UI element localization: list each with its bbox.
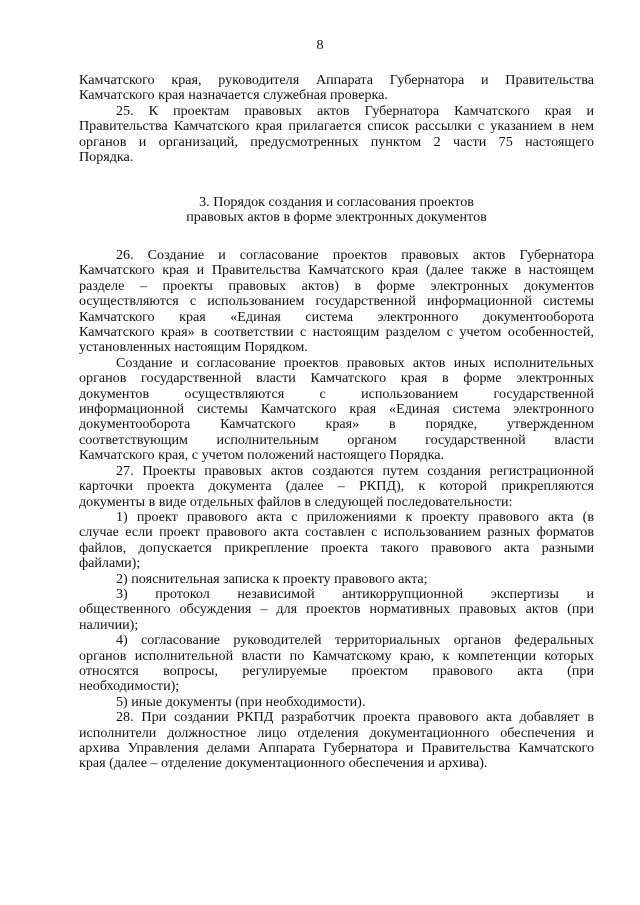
line: общественного обсуждения – для проектов нормативных правовых актов (при: [79, 601, 594, 618]
line: 3) протокол независимой антикоррупционной экспертизы и: [116, 585, 594, 602]
paragraph-continuation: [79, 73, 594, 104]
line: карточки проекта документа (далее – РКПД), к которой прикрепляются: [79, 478, 594, 495]
paragraph-25: [79, 104, 594, 166]
paragraph-27: [79, 464, 594, 510]
line: разделе – проекты правовых актов) в форме электронных документов: [79, 277, 594, 294]
line: документооборота Камчатского края» в порядке, утвержденном: [79, 416, 594, 433]
line: Правительства Камчатского края прилагается список рассылки с указанием в нем: [79, 118, 594, 135]
list-item-3: [79, 587, 594, 633]
line: органов и организаций, предусмотренных пунктом 2 части 75 настоящего: [79, 133, 594, 150]
line: Камчатского края» в соответствии с настоящим разделом с учетом особенностей,: [79, 324, 594, 341]
line: 28. При создании РКПД разработчик проекта правового акта добавляет в: [116, 709, 594, 726]
line: информационной системы Камчатского края «Единая система электронного: [79, 401, 594, 418]
top-block: [79, 73, 594, 165]
line: 1) проект правового акта с приложениями к проекту правового акта (в: [116, 508, 594, 525]
line: осуществляются с использованием государственной информационной системы: [79, 293, 594, 310]
list-item-2: [79, 572, 594, 587]
line: необходимости);: [79, 678, 180, 695]
line: исполнители должностное лицо отделения документационного обеспечения и: [79, 724, 594, 741]
paragraph-26-cont: [79, 356, 594, 464]
line: Создание и согласование проектов правовых актов иных исполнительных: [116, 354, 594, 371]
line: наличии);: [79, 616, 139, 633]
line: установленных настоящим Порядком.: [79, 339, 308, 356]
paragraph-28: [79, 710, 594, 772]
line: 2) пояснительная записка к проекту правового акта;: [116, 570, 428, 587]
line: архива Управления делами Аппарата Губернатора и Правительства Камчатского: [79, 740, 594, 756]
line: органов исполнительной власти по Камчатскому краю, к компетенции которых: [79, 647, 594, 664]
line: Порядка.: [79, 149, 134, 166]
list-item-5: [79, 695, 594, 710]
page-number: 8: [316, 37, 324, 53]
line: Камчатского края и Правительства Камчатского края (далее также в настоящем: [79, 262, 594, 279]
line: 27. Проекты правовых актов создаются путем создания регистрационной: [116, 462, 594, 479]
line: случае если проект правового акта составлен с использованием разных форматов: [79, 524, 594, 541]
line: 4) согласование руководителей территориальных органов федеральных: [116, 632, 594, 649]
line: 25. К проектам правовых актов Губернатора Камчатского края и: [116, 102, 594, 119]
line: Камчатского края назначается служебная проверка.: [79, 87, 388, 104]
line: файлов, допускается прикрепление проекта такого правового акта разными: [79, 539, 594, 556]
section-heading-line2: правовых актов в форме электронных документов: [186, 209, 487, 226]
paragraph-26: [79, 248, 594, 356]
line: файлами);: [79, 555, 141, 572]
line: 5) иные документы (при необходимости).: [116, 693, 366, 710]
line: органов государственной власти Камчатского края в форме электронных: [79, 370, 594, 387]
list-item-1: [79, 510, 594, 572]
section-heading: [79, 195, 594, 226]
line: Камчатского края, руководителя Аппарата Губернатора и Правительства: [79, 72, 594, 88]
section-heading-line1: 3. Порядок создания и согласования проектов: [199, 194, 474, 210]
line: относятся вопросы, регулируемые проектом правового акта (при: [79, 662, 594, 679]
line: соответствующим исполнительным органом государственной власти: [79, 431, 594, 448]
line: Камчатского края, с учетом положений настоящего Порядка.: [79, 447, 444, 464]
line: документы в виде отдельных файлов в следующей последовательности:: [79, 493, 513, 510]
section-body: [79, 248, 594, 772]
line: документов осуществляются с использованием государственной: [79, 385, 594, 402]
line: Камчатского края «Единая система электронного документооборота: [79, 308, 594, 325]
list-item-4: [79, 633, 594, 695]
line: 26. Создание и согласование проектов правовых актов Губернатора: [116, 247, 594, 263]
line: края (далее – отделение документационного обеспечения и архива).: [79, 755, 488, 772]
